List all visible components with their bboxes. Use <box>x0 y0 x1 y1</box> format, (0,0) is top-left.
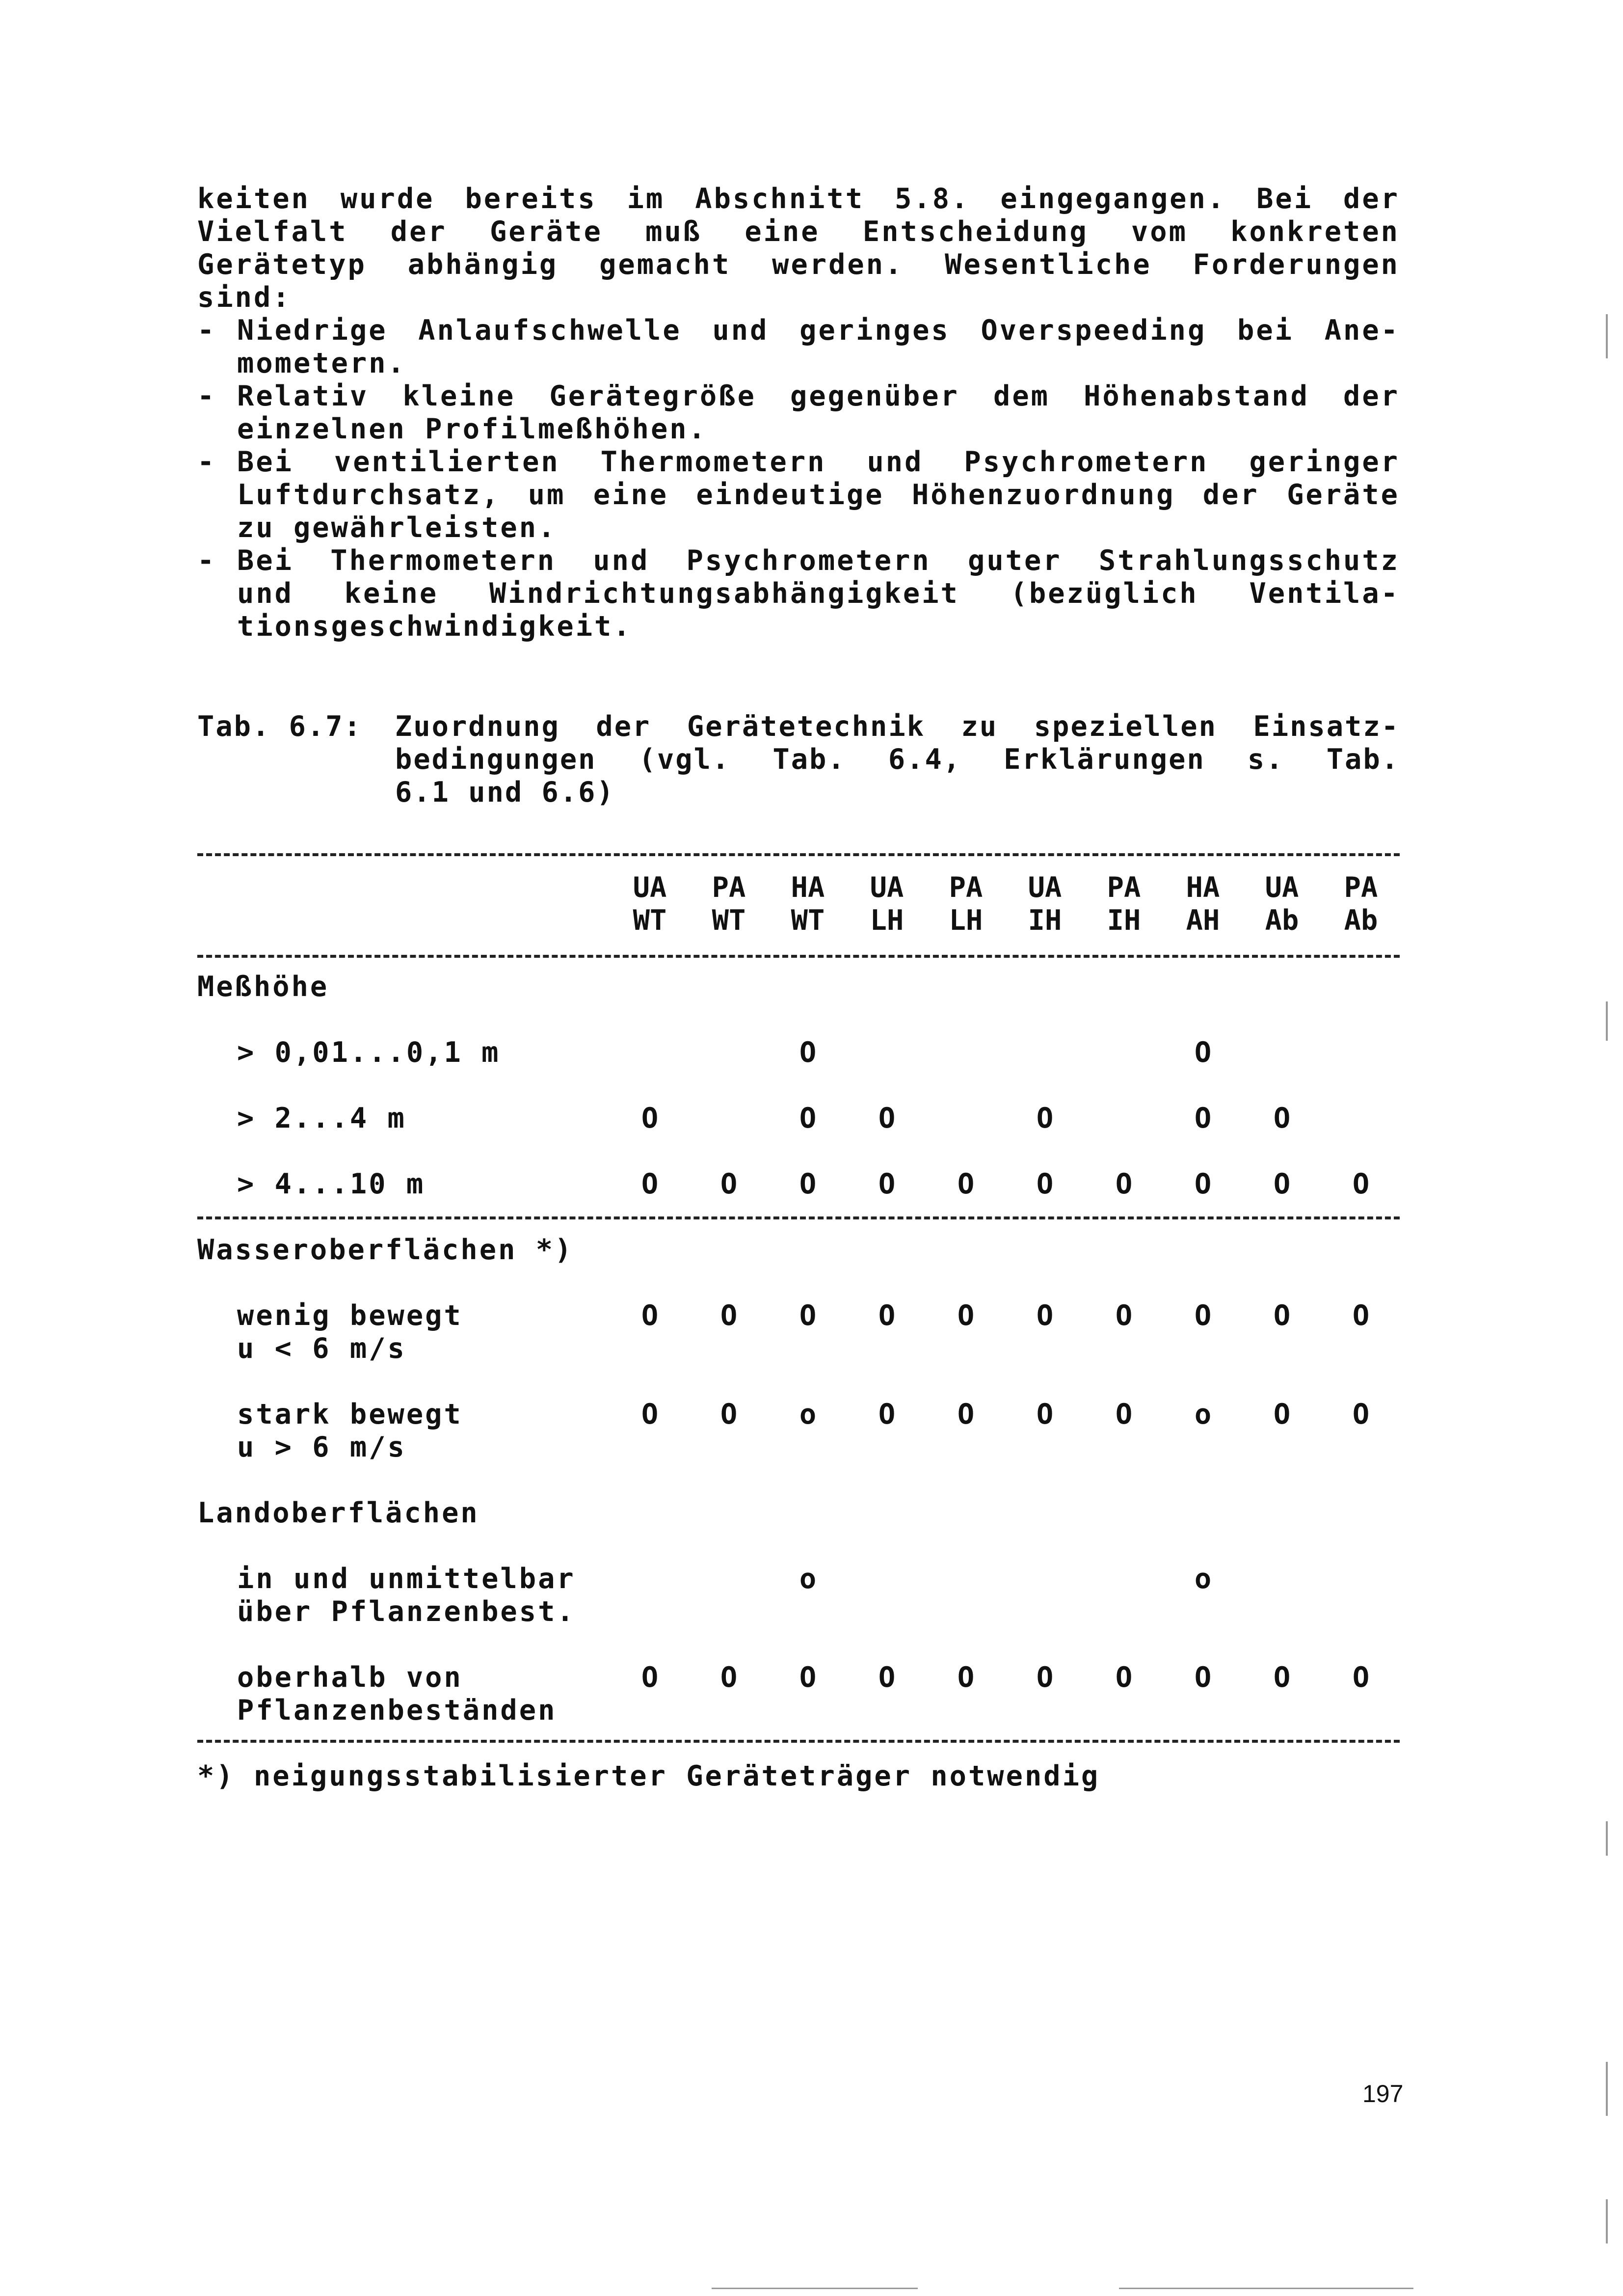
table-cell: O <box>641 1398 659 1431</box>
caption-line: bedingungen (vgl. Tab. 6.4, Erklärungen s. Tab. <box>395 743 1400 776</box>
column-header-top: PA <box>1107 871 1141 904</box>
table-cell: O <box>1273 1661 1291 1694</box>
table-cell: O <box>720 1661 738 1694</box>
table-cell: O <box>720 1398 738 1431</box>
bullet-line: einzelnen Profilmeßhöhen. <box>237 413 707 445</box>
bullet-line: und keine Windrichtungsabhängigkeit (bezüglich Ventila- <box>237 577 1400 610</box>
bullet-dash: - <box>197 380 216 412</box>
row-label: u < 6 m/s <box>237 1332 406 1365</box>
table-cell: o <box>799 1563 817 1595</box>
bullet-line: Bei Thermometern und Psychrometern guter Strahlungsschutz <box>237 544 1400 577</box>
row-label: oberhalb von <box>237 1661 463 1694</box>
table-cell: o <box>799 1398 817 1431</box>
column-header-top: HA <box>791 871 825 904</box>
bullet-dash: - <box>197 446 216 478</box>
table-cell: O <box>799 1299 817 1332</box>
row-label: > 4...10 m <box>237 1168 426 1200</box>
table-cell: o <box>1194 1563 1212 1595</box>
bullet-item <box>237 314 1400 380</box>
scan-artifact <box>1606 1821 1608 1856</box>
table-cell: O <box>1194 1299 1212 1332</box>
column-header-bottom: AH <box>1186 904 1220 937</box>
table-header-rule <box>197 955 1400 958</box>
table-cell: O <box>878 1398 896 1431</box>
table-cell: O <box>878 1102 896 1134</box>
table-cell: O <box>1194 1102 1212 1134</box>
table-cell: O <box>641 1661 659 1694</box>
scan-artifact <box>712 2288 918 2289</box>
table-cell: O <box>641 1102 659 1134</box>
table-cell: O <box>641 1299 659 1332</box>
column-header-top: UA <box>870 871 904 904</box>
table-cell: O <box>878 1299 896 1332</box>
paragraph-line: Gerätetyp abhängig gemacht werden. Wesentliche Forderungen <box>197 248 1400 281</box>
table-cell: O <box>1036 1661 1054 1694</box>
table-cell: O <box>799 1036 817 1069</box>
row-label: in und unmittelbar <box>237 1563 576 1595</box>
table-cell: O <box>799 1102 817 1134</box>
table-cell: O <box>1115 1398 1133 1431</box>
bullet-item <box>237 446 1400 544</box>
table-cell: O <box>1194 1661 1212 1694</box>
table-cell: O <box>1036 1102 1054 1134</box>
table-cell: O <box>957 1299 975 1332</box>
column-header-bottom: IH <box>1107 904 1141 937</box>
paragraph-line: Vielfalt der Geräte muß eine Entscheidung vom konkreten <box>197 216 1400 248</box>
row-label: stark bewegt <box>237 1398 463 1431</box>
bullet-line: tionsgeschwindigkeit. <box>237 610 632 643</box>
scan-artifact <box>1606 2199 1608 2243</box>
intro-paragraph <box>197 183 1400 314</box>
row-label: > 0,01...0,1 m <box>237 1036 501 1069</box>
table-cell: O <box>720 1299 738 1332</box>
bullet-line: Relativ kleine Gerätegröße gegenüber dem Höhenabstand der <box>237 380 1400 412</box>
column-header-top: HA <box>1186 871 1220 904</box>
bullet-line: Niedrige Anlaufschwelle und geringes Overspeeding bei Ane- <box>237 314 1400 347</box>
bullet-line: zu gewährleisten. <box>237 512 557 544</box>
bullet-item <box>237 544 1400 643</box>
table-cell: O <box>1273 1398 1291 1431</box>
table-caption-prefix: Tab. 6.7: <box>197 710 362 743</box>
column-header-bottom: WT <box>791 904 825 937</box>
table-cell: O <box>957 1398 975 1431</box>
scan-artifact <box>1606 2062 1608 2116</box>
table-group-rule <box>197 1216 1400 1219</box>
table-cell: O <box>641 1168 659 1200</box>
group-title: Meßhöhe <box>197 971 329 1003</box>
table-cell: O <box>1352 1168 1370 1200</box>
caption-line: Zuordnung der Gerätetechnik zu speziellen Einsatz- <box>395 710 1400 743</box>
table-cell: O <box>1273 1102 1291 1134</box>
row-label: > 2...4 m <box>237 1102 406 1134</box>
table-cell: O <box>1115 1168 1133 1200</box>
column-header-bottom: Ab <box>1344 904 1378 937</box>
table-cell: O <box>1194 1036 1212 1069</box>
page-number: 197 <box>1362 2080 1404 2107</box>
column-header-bottom: WT <box>712 904 746 937</box>
column-header-bottom: WT <box>633 904 667 937</box>
table-cell: O <box>878 1661 896 1694</box>
table-bottom-rule <box>197 1740 1400 1743</box>
table-cell: O <box>1115 1299 1133 1332</box>
table-caption <box>395 710 1400 809</box>
table-cell: O <box>1036 1299 1054 1332</box>
table-cell: O <box>1352 1661 1370 1694</box>
paragraph-line: sind: <box>197 281 292 314</box>
table-cell: O <box>957 1168 975 1200</box>
table-cell: O <box>799 1661 817 1694</box>
table-cell: O <box>1352 1299 1370 1332</box>
row-label: u > 6 m/s <box>237 1431 406 1463</box>
paragraph-line: keiten wurde bereits im Abschnitt 5.8. eingegangen. Bei der <box>197 183 1400 215</box>
column-header-top: UA <box>633 871 667 904</box>
scan-artifact <box>1119 2288 1413 2289</box>
table-cell: O <box>1352 1398 1370 1431</box>
column-header-top: UA <box>1028 871 1062 904</box>
bullet-item <box>237 380 1400 446</box>
table-cell: O <box>878 1168 896 1200</box>
group-title: Landoberflächen <box>197 1497 479 1529</box>
table-cell: O <box>957 1661 975 1694</box>
bullet-line: Luftdurchsatz, um eine eindeutige Höhenzuordnung der Geräte <box>237 479 1400 511</box>
bullet-line: Bei ventilierten Thermometern und Psychrometern geringer <box>237 446 1400 478</box>
caption-line: 6.1 und 6.6) <box>395 776 615 809</box>
scan-artifact <box>1606 1001 1608 1041</box>
column-header-bottom: LH <box>949 904 983 937</box>
group-title: Wasseroberflächen *) <box>197 1234 574 1266</box>
table-footnote: *) neigungsstabilisierter Geräteträger notwendig <box>197 1760 1100 1792</box>
column-header-top: PA <box>1344 871 1378 904</box>
row-label: wenig bewegt <box>237 1299 463 1332</box>
bullet-dash: - <box>197 314 216 347</box>
table-cell: O <box>1036 1168 1054 1200</box>
table-cell: O <box>1273 1299 1291 1332</box>
table-cell: O <box>720 1168 738 1200</box>
table-cell: O <box>1273 1168 1291 1200</box>
column-header-top: PA <box>712 871 746 904</box>
column-header-bottom: Ab <box>1265 904 1299 937</box>
column-header-top: PA <box>949 871 983 904</box>
column-header-bottom: IH <box>1028 904 1062 937</box>
scan-artifact <box>1606 314 1608 358</box>
table-cell: o <box>1194 1398 1212 1431</box>
column-header-bottom: LH <box>870 904 904 937</box>
table-cell: O <box>1194 1168 1212 1200</box>
table-top-rule <box>197 853 1400 856</box>
table-cell: O <box>1115 1661 1133 1694</box>
column-header-top: UA <box>1265 871 1299 904</box>
table-cell: O <box>799 1168 817 1200</box>
bullet-line: mometern. <box>237 347 406 379</box>
table-cell: O <box>1036 1398 1054 1431</box>
row-label: über Pflanzenbest. <box>237 1595 576 1628</box>
bullet-dash: - <box>197 544 216 577</box>
row-label: Pflanzenbeständen <box>237 1694 557 1727</box>
